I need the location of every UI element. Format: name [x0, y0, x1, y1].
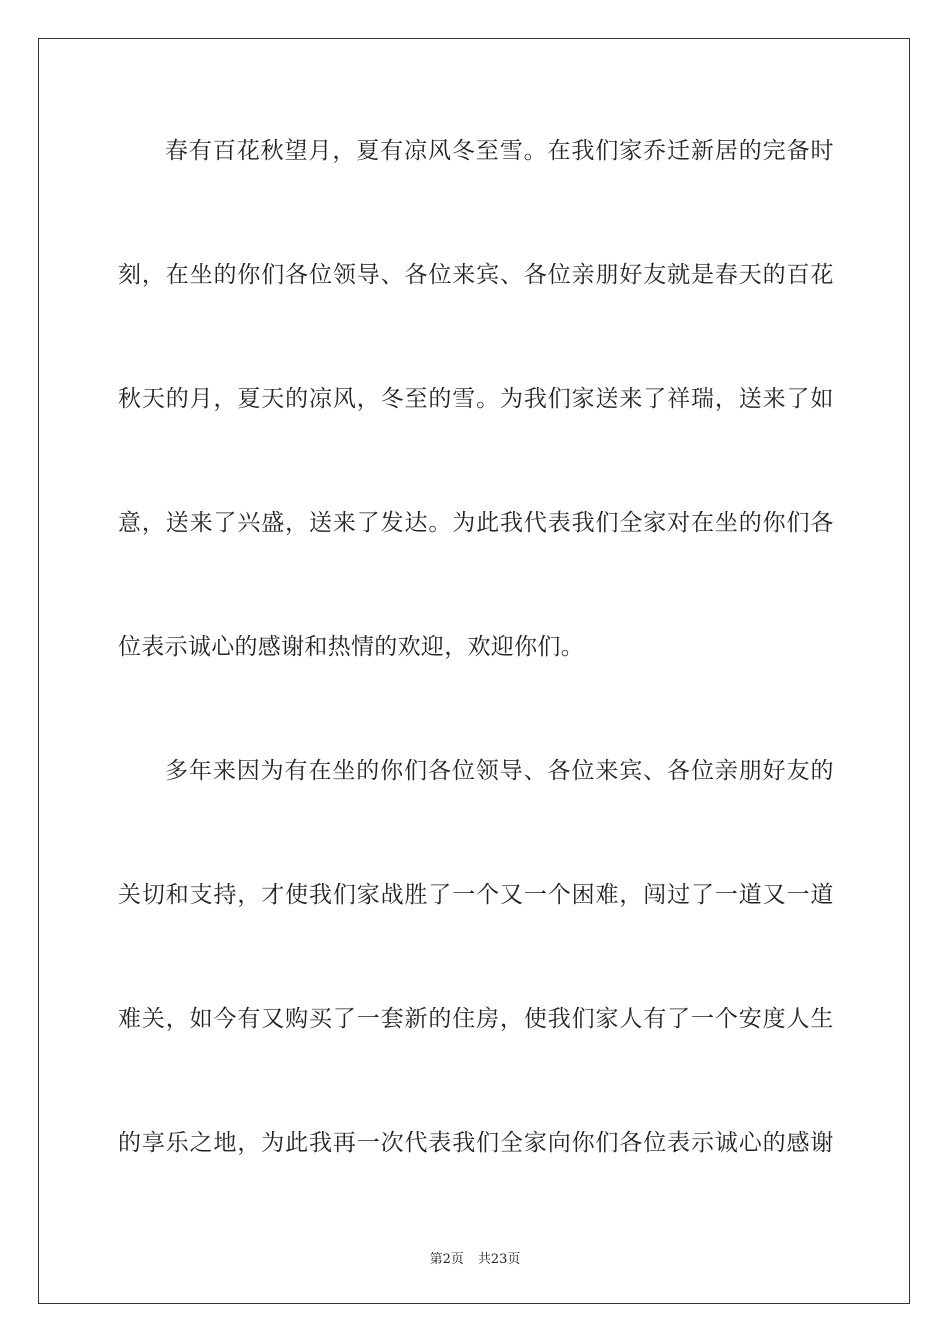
paragraph-1-line-4: 意 ， 送 来 了 兴 盛 ， 送 来 了 发 达 。 为 此 我 代 表 我 们 全 家 对 在 坐 的 你 们 各 [118, 510, 834, 536]
paragraph-2-line-3: 难 关 ， 如 今 有 又 购 买 了 一 套 新 的 住 房 ， 使 我 们 家 人 有 了 一 个 安 度 人 生 [118, 1006, 834, 1032]
page-footer [0, 1248, 950, 1267]
paragraph-2-line-2: 关 切 和 支 持 ， 才 使 我 们 家 战 胜 了 一 个 又 一 个 困 难 ， 闯 过 了 一 道 又 一 道 [118, 882, 834, 908]
paragraph-1-line-3: 秋 天 的 月 ， 夏 天 的 凉 风 ， 冬 至 的 雪 。 为 我 们 家 送 来 了 祥 瑞 ， 送 来 了 如 [118, 386, 834, 412]
paragraph-1-line-5: 位表示诚心的感谢和热情的欢迎，欢迎你们。 [118, 634, 584, 660]
paragraph-1-line-1: 春 有 百 花 秋 望 月 ， 夏 有 凉 风 冬 至 雪 。 在 我 们 家 乔 迁 新 居 的 完 备 时 [165, 138, 834, 164]
page-number: 第2页 [429, 1252, 464, 1267]
paragraph-1-line-2: 刻 ， 在 坐 的 你 们 各 位 领 导 、 各 位 来 宾 、 各 位 亲 朋 好 友 就 是 春 天 的 百 花 [118, 262, 834, 288]
page-frame [38, 38, 910, 1304]
paragraph-2-line-4: 的 享 乐 之 地 ， 为 此 我 再 一 次 代 表 我 们 全 家 向 你 们 各 位 表 示 诚 心 的 感 谢 [118, 1130, 834, 1156]
page-total: 共23页 [477, 1252, 521, 1267]
paragraph-2-line-1: 多 年 来 因 为 有 在 坐 的 你 们 各 位 领 导 、 各 位 来 宾 、 各 位 亲 朋 好 友 的 [165, 758, 834, 784]
